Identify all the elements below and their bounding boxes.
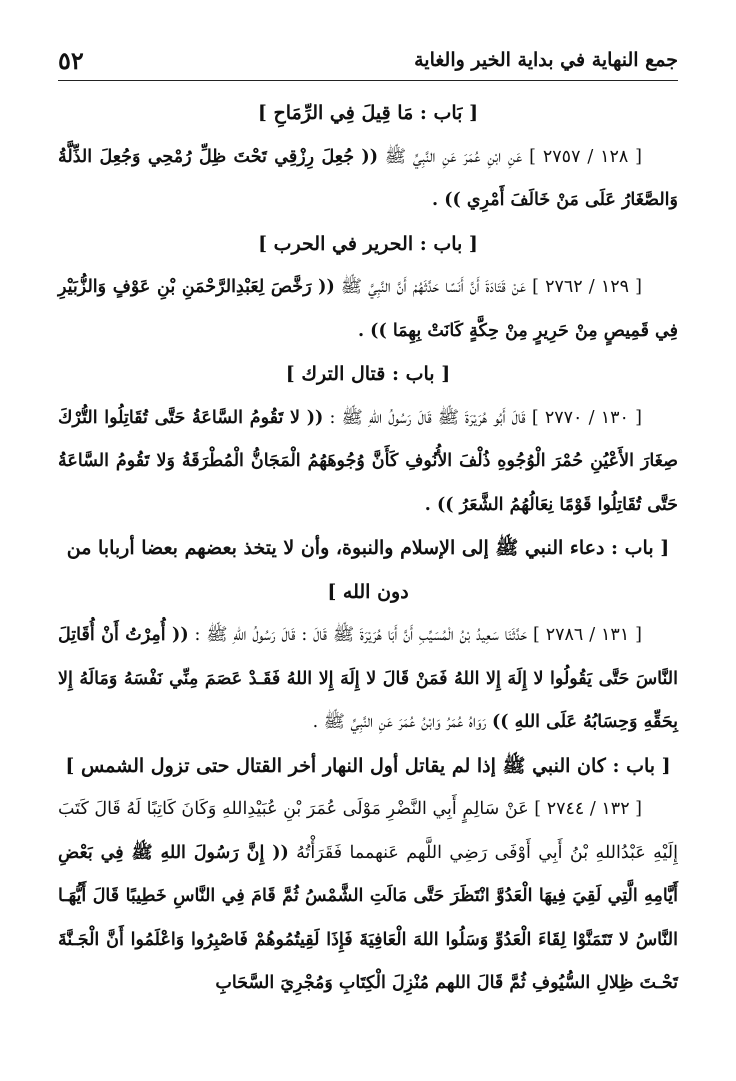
hadith-tail: رَوَاهُ عُمَرُ وَابْنُ عُمَرَ عَنِ النَّبِيِّ ﷺ . xyxy=(312,712,487,732)
running-title: جمع النهاية في بداية الخير والغاية xyxy=(414,49,678,71)
hadith-reference: [ ١٢٨ / ٢٧٥٧ ] xyxy=(529,146,643,167)
hadith-quote: (( لا تَقُومُ السَّاعَةُ حَتَّى تُقَاتِلُوا التُّرْكَ صِغَارَ الأَعْيُنِ حُمْرَ الْوُجُوهِ ذُلْفَ الأُنُوفِ كَأَنَّ وُجُوهَهُمُ الْمَجَانُّ الْمُطْرَقَةُ وَلا تَقُومُ السَّاعَةُ حَتَّى تُقَاتِلُوا قَوْمًا نِعَالُهُمُ الشَّعَرُ )) . xyxy=(58,407,678,515)
hadith-paragraph xyxy=(58,397,678,528)
hadith-paragraph xyxy=(58,266,678,353)
hadith-paragraph xyxy=(58,788,678,1006)
chapter-heading: [ باب : الحرير في الحرب ] xyxy=(258,232,478,255)
hadith-intro: قَالَ أَبُو هُرَيْرَةَ ﷺ قَالَ رَسُولُ اللهِ ﷺ : xyxy=(329,407,526,428)
hadith-quote: (( أُمِرْتُ أَنْ أُقَاتِلَ النَّاسَ حَتَّى يَقُولُوا لا إِلَهَ إِلا اللهُ فَمَنْ قَالَ لا إِلَهَ إِلا اللهُ فَقَـدْ عَصَمَ مِنِّي نَفْسَهُ وَمَالَهُ إِلا بِحَقِّهِ وَحِسَابُهُ عَلَى اللهِ )) xyxy=(58,625,678,732)
hadith-reference: [ ١٣٢ / ٢٧٤٤ ] xyxy=(534,799,643,819)
hadith-intro: عَنْ قَتَادَةَ أَنَّ أَنَسًا حَدَّثَهُمْ أَنَّ النَّبِيَّ ﷺ xyxy=(340,277,527,297)
hadith-paragraph xyxy=(58,614,678,745)
hadith-intro: عَنِ ابْنِ عُمَرَ عَنِ النَّبِيِّ ﷺ xyxy=(384,146,523,167)
hadith-reference: [ ١٣١ / ٢٧٨٦ ] xyxy=(532,625,642,645)
page-header xyxy=(58,40,678,81)
hadith-intro: حَدَّثَنَا سَعِيدُ بْنُ الْمُسَيِّبِ أَنَّ أَبَا هُرَيْرَةَ ﷺ قَالَ : قَالَ رَسُولُ اللهِ ﷺ : xyxy=(194,625,528,645)
chapter-heading: [ باب : دعاء النبي ﷺ إلى الإسلام والنبوة، وأن لا يتخذ بعضهم بعضا أربابا من دون الله ] xyxy=(66,537,670,603)
chapter-heading: [ بَاب : مَا قِيلَ فِي الرِّمَاحِ ] xyxy=(257,102,479,124)
hadith-quote: (( إِنَّ رَسُولَ اللهِ ﷺ فِي بَعْضِ أَيَّامِهِ الَّتِي لَقِيَ فِيهَا الْعَدُوَّ انْتَظَرَ حَتَّى مَالَتِ الشَّمْسُ ثُمَّ قَامَ فِي النَّاسِ خَطِيبًا قَالَ أَيُّهَـا النَّاسُ لا تَتَمَنَّوْا لِقَاءَ الْعَدُوِّ وَسَلُوا اللهَ الْعَافِيَةَ فَإِذَا لَقِيتُمُوهُمْ فَاصْبِرُوا وَاعْلَمُوا أَنَّ الْجَـنَّةَ تَحْـتَ ظِلالِ السُّيُوفِ ثُمَّ قَالَ اللهم مُنْزِلَ الْكِتَابِ وَمُجْرِيَ السَّحَابِ xyxy=(58,842,678,993)
hadith-paragraph xyxy=(58,136,678,223)
hadith-quote: (( جُعِلَ رِزْقِي تَحْتَ ظِلِّ رُمْحِي وَجُعِلَ الذِّلَّةُ وَالصَّغَارُ عَلَى مَنْ خَالَفَ أَمْرِي )) . xyxy=(58,146,678,210)
hadith-reference: [ ١٢٩ / ٢٧٦٢ ] xyxy=(532,277,642,297)
hadith-quote: (( رَخَّصَ لِعَبْدِالرَّحْمَنِ بْنِ عَوْفٍ وَالزُّبَيْرِ فِي قَمِيصٍ مِنْ حَرِيرٍ مِنْ حِكَّةٍ كَانَتْ بِهِمَا )) . xyxy=(58,277,678,341)
hadith-reference: [ ١٣٠ / ٢٧٧٠ ] xyxy=(531,407,642,428)
page-number: ٥٢ xyxy=(58,45,84,75)
chapter-heading: [ باب : كان النبي ﷺ إذا لم يقاتل أول النهار أخر القتال حتى تزول الشمس ] xyxy=(65,754,671,777)
chapter-heading: [ باب : قتال الترك ] xyxy=(285,363,451,385)
page-content xyxy=(58,92,678,1006)
hadith-intro: عَنْ سَالِمٍ أَبِي النَّضْرِ مَوْلَى عُمَرَ بْنِ عُبَيْدِاللهِ وَكَانَ كَاتِبًا لَهُ قَالَ كَتَبَ إِلَيْهِ عَبْدُاللهِ بْنُ أَبِي أَوْفَى رَضِي اللَّهم عَنهمما فَقَرَأْتُهُ xyxy=(58,799,678,863)
